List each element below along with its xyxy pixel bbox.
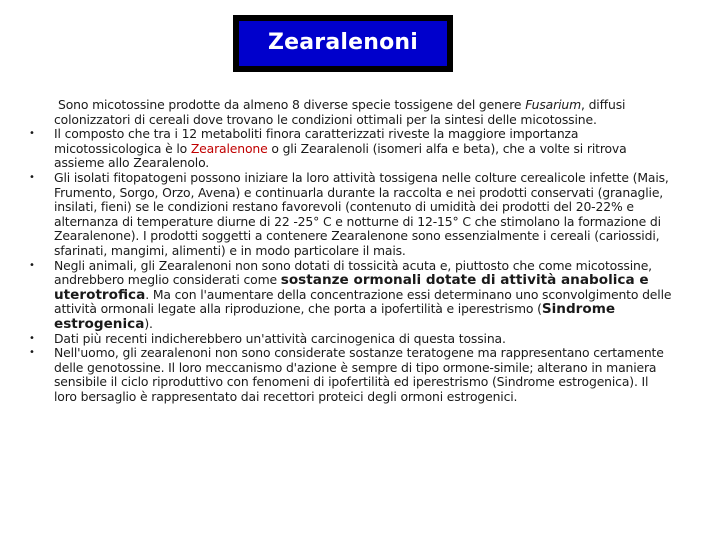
- list-item: [29, 257, 672, 332]
- list-item: [29, 169, 672, 259]
- bullet-3-text-after: ).: [144, 315, 153, 331]
- slide-title: Zearalenoni: [267, 30, 419, 55]
- bullet-icon: •: [29, 171, 35, 183]
- bullet-3-text-before: Negli animali, gli Zearalenoni non sono dotati di tossicità acuta e, piuttosto che come micotossine, andrebbero meglio considerati come: [54, 257, 652, 288]
- bullet-1-text-before: Il composto che tra i 12 metaboliti finora caratterizzati riveste la maggiore importanza micotossicologica è lo: [54, 126, 579, 156]
- bullet-1-text-after: o gli Zearalenoli (isomeri alfa e beta), che a volte si ritrova assieme allo Zearalenolo.: [54, 140, 627, 171]
- estrogenic-syndrome-bold: Sindrome estrogenica: [54, 301, 616, 332]
- title-box: [233, 15, 453, 72]
- intro-text-before: Sono micotossine prodotte da almeno 8 diverse specie tossigene del genere: [58, 97, 526, 112]
- bullet-4-text: Dati più recenti indicherebbero un'attività carcinogenica di questa tossina.: [54, 330, 506, 346]
- hormonal-substances-bold: sostanze ormonali dotate di attività anabolica e uterotrofica: [54, 272, 649, 303]
- genus-name: Fusarium: [525, 97, 581, 112]
- bullet-list: [29, 126, 672, 404]
- zearalenone-highlight: Zearalenone: [190, 140, 268, 156]
- list-item: [29, 345, 672, 404]
- intro-paragraph: [54, 98, 672, 127]
- bullet-icon: •: [29, 128, 35, 140]
- bullet-icon: •: [29, 347, 35, 359]
- bullet-3-text-middle: . Ma con l'aumentare della concentrazione essi determinano uno sconvolgimento delle attività ormonali legate alla riproduzione, che porta a ipofertilità e iperestrismo (: [54, 286, 672, 317]
- list-item: [29, 126, 672, 171]
- bullet-icon: •: [29, 259, 35, 271]
- bullet-icon: •: [29, 332, 35, 344]
- title-panel: [239, 21, 447, 66]
- bullet-5-text: Nell'uomo, gli zearalenoni non sono considerate sostanze teratogene ma rappresentano certamente delle genotossine. Il loro meccanismo d'azione è sempre di tipo ormone-simile; alterano in maniera sensibile il ciclo riproduttivo con fenomeni di ipofertilità ed iperestrismo (Sindrome estrogenica). Il loro bersaglio è rappresentato dai recettori proteici degli ormoni estrogenici.: [54, 345, 664, 404]
- list-item: [29, 330, 672, 347]
- slide-body: [29, 97, 672, 404]
- bullet-2-text: Gli isolati fitopatogeni possono iniziare la loro attività tossigena nelle colture cerealicole infette (Mais, Frumento, Sorgo, Orzo, Avena) e continuarla durante la raccolta e nei prodotti conservati (granaglie, insilati, fieni) se le condizioni restano favorevoli (contenuto di umidità dei prodotti del 20-22% e alternanza di temperature diurne di 22 -25° C e notturne di 12-15° C che stimolano la formazione di Zearalenone). I prodotti soggetti a contenere Zearalenone sono essenzialmente i cereali (cariossidi, sfarinati, mangimi, alimenti) e in modo particolare il mais.: [54, 169, 669, 258]
- intro-text-after: , diffusi colonizzatori di cereali dove trovano le condizioni ottimali per la sintesi delle micotossine.: [54, 97, 626, 127]
